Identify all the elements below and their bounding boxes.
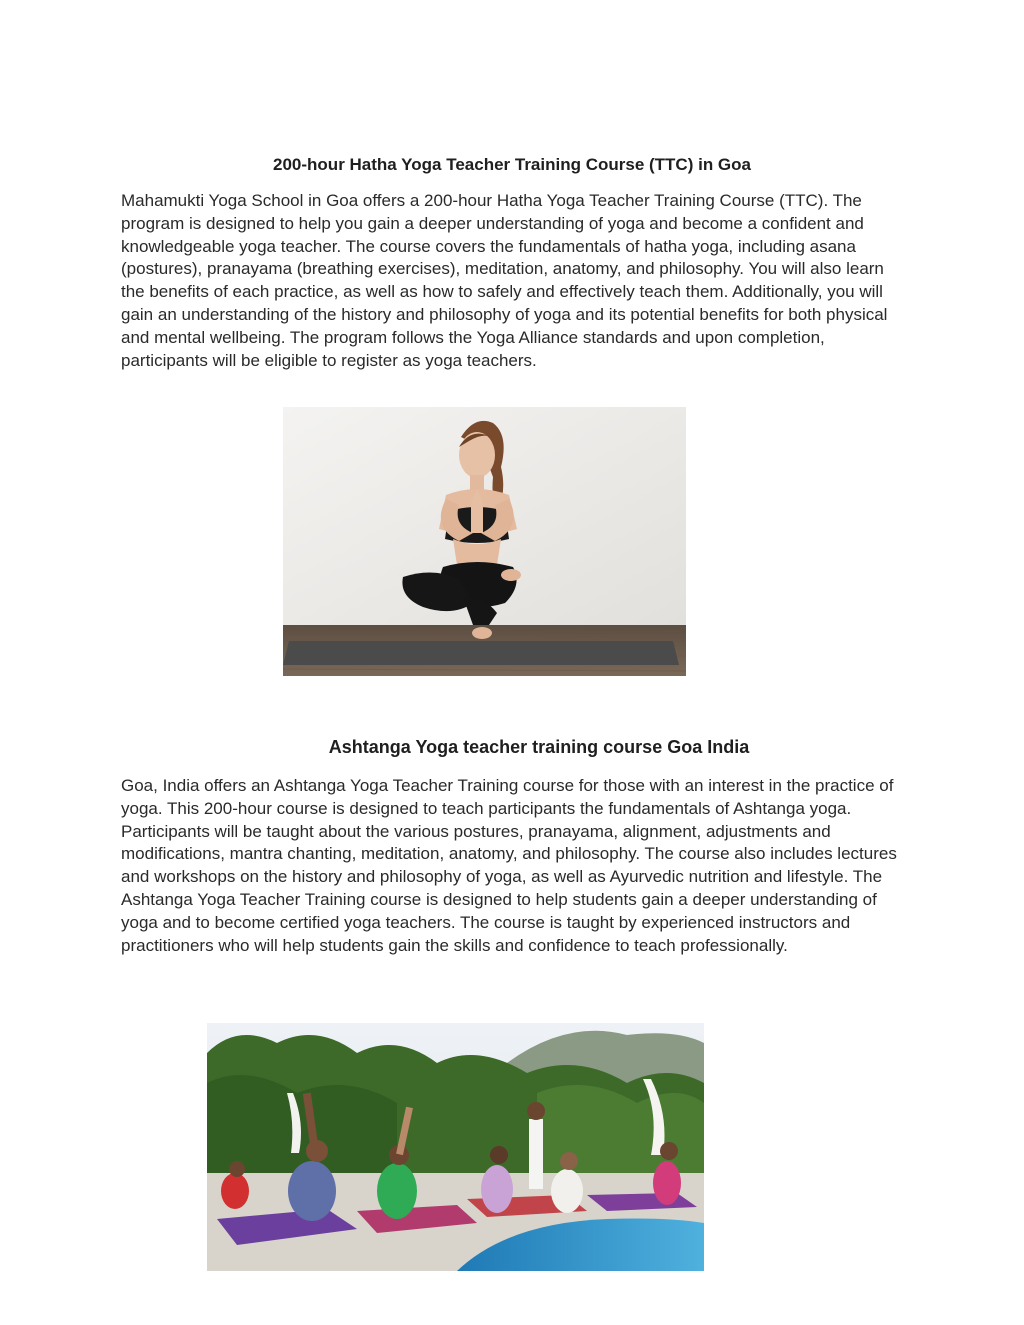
section-body-hatha: Mahamukti Yoga School in Goa offers a 200-hour Hatha Yoga Teacher Training Course (TTC). The program is designed to help you gain a deeper understanding of yoga and become a confident and knowledgeable yoga teacher. The course covers the fundamentals of hatha yoga, including asana (postures), pranayama (breathing exercises), meditation, anatomy, and philosophy. You will also learn the benefits of each practice, as well as how to safely and effectively teach them. Additionally, you will gain an understanding of the history and philosophy of yoga and its potential benefits for both physical and mental wellbeing. The program follows the Yoga Alliance standards and upon completion, participants will be eligible to register as yoga teachers. (121, 191, 888, 370)
section-heading-hatha: 200-hour Hatha Yoga Teacher Training Course (TTC) in Goa (273, 155, 751, 174)
group-yoga-class-photo (207, 1023, 704, 1271)
section-body-ashtanga: Goa, India offers an Ashtanga Yoga Teacher Training course for those with an interest in the practice of yoga. This 200-hour course is designed to teach participants the fundamentals of Ashtanga yoga. Participants will be taught about the various postures, pranayama, alignment, adjustments and modifications, mantra chanting, meditation, anatomy, and philosophy. The course also includes lectures and workshops on the history and philosophy of yoga, as well as Ayurvedic nutrition and lifestyle. The Ashtanga Yoga Teacher Training course is designed to help students gain a deeper understanding of yoga and to become certified yoga teachers. The course is taught by experienced instructors and practitioners who will help students gain the skills and confidence to teach professionally. (121, 776, 897, 955)
section-heading-ashtanga: Ashtanga Yoga teacher training course Goa India (328, 737, 750, 757)
yoga-pose-photo (283, 407, 686, 676)
